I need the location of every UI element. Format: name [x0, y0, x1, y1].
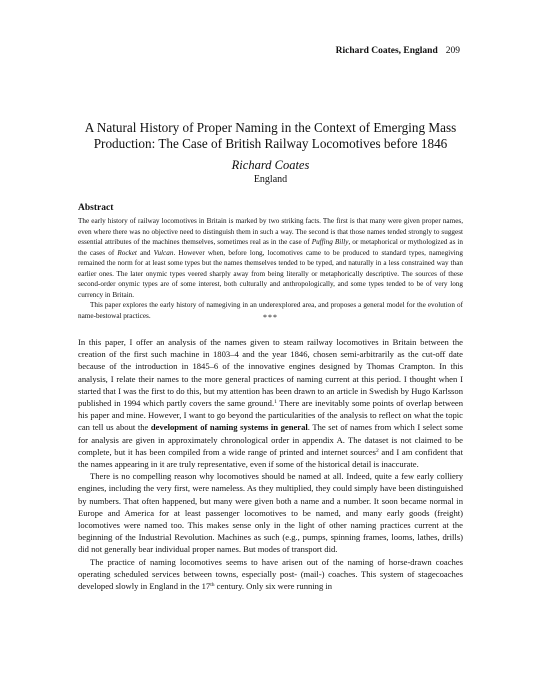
abstract	[78, 216, 463, 321]
abstract-paragraph-1	[78, 216, 463, 300]
abstract-text: The early history of railway locomotives in Britain is marked by two striking facts. The first is that many were given proper names, even where there was no objective need to distinguish them in such a way. The second is that those names tended strongly to suggest essential attributes of the machines themselves, sometimes real as in the case of	[78, 217, 463, 246]
section-separator: ***	[263, 313, 278, 322]
bold-phrase: development of naming systems in general	[150, 422, 308, 433]
body-paragraph-3	[78, 556, 463, 593]
body-text-run: In this paper, I offer an analysis of the names given to steam railway locomotives in Britain between the creation of the first such machine in 1803–4 and the year 1846, chosen semi-arbitrarily as the cut-off date because of the introduction in 1845–6 of the innovative engines designed by Thomas Crampton. In this analysis, I relate their names to the more general practices of naming current at this period. I thought when I started that I was the first to do this, but my attention has been drawn to an article in Swedish by Hugo Karlsson published in 1994 which partly covers the same ground.	[78, 337, 463, 409]
body-paragraph-2: There is no compelling reason why locomotives should be named at all. Indeed, quite a few early colliery engines, including the very first, were nameless. As they multiplied, they could simply have been distinguished by numbers. That often happened, but many were given both a name and a number. It soon became normal in Europe and America for at least passenger locomotives to be named, and many early goods (freight) locomotives were named too. This makes sense only in the light of other naming practices current at the beginning of the Industrial Revolution. Machines as such (e.g., pumps, spinning frames, looms, lathes, drills) did not generally bear individual proper names. But modes of transport did.	[78, 471, 463, 555]
abstract-text: . However when, before long, locomotives came to be produced to standard types, namegiving remained the norm for at least some types but the names themselves tended to be typed, and naturally in a less constrained way than earlier ones. The later onymic types veered sharply away from being literally or metaphorically descriptive. The sources of these second-order onymic types are of some interest, both culturally and anthropologically, and some types tended to be of very long currency in Britain.	[78, 248, 463, 299]
abstract-heading: Abstract	[78, 203, 114, 213]
abstract-italic-name: Rocket	[117, 248, 137, 257]
abstract-text: , or metaphorical or mythologized as in the cases of	[78, 238, 464, 257]
abstract-paragraph-2: This paper explores the early history of namegiving in an underexplored area, and proposes a general model for the evolution of name-bestowal practices.	[78, 301, 463, 320]
page-number: 209	[445, 46, 460, 56]
author-name: Richard Coates	[231, 158, 310, 172]
footnote-marker[interactable]: 1	[274, 399, 277, 406]
abstract-italic-name: Vulcan	[153, 248, 174, 257]
running-head	[336, 46, 460, 56]
body-text-run: and I am confident that the names appearing in it are truly representative, even if some of the historical detail is inaccurate.	[78, 446, 464, 470]
body-paragraph-1	[78, 336, 463, 470]
body-text-run: century. Only six were running in	[214, 581, 333, 592]
body-text-run: The practice of naming locomotives seems to have arisen out of the naming of horse-drawn coaches operating scheduled services between towns, especially post- (mail-) coaches. This system of stagecoaches developed slowly in England in the 17	[78, 556, 463, 592]
running-head-text: Richard Coates, England	[335, 46, 438, 56]
body-text	[78, 336, 463, 592]
paper-title: A Natural History of Proper Naming in the Context of Emerging Mass Production: The Case of British Railway Locomotives before 1846	[84, 120, 457, 151]
body-text-run: . The set of names from which I select some for analysis are given in approximately chronological order in appendix A. The dataset is not claimed to be complete, but it has been compiled from a wide range of printed and internet sources	[78, 422, 463, 457]
author-affiliation: England	[253, 174, 288, 185]
abstract-text: and	[136, 248, 154, 257]
footnote-marker[interactable]: 2	[376, 447, 379, 454]
body-text-run: There are inevitably some points of overlap between his paper and mine. However, I want to go beyond the particularities of the analysis to reflect on what the topic can tell us about the	[78, 398, 463, 433]
abstract-italic-name: Puffing Billy	[311, 238, 349, 246]
ordinal-superscript: th	[210, 582, 215, 589]
